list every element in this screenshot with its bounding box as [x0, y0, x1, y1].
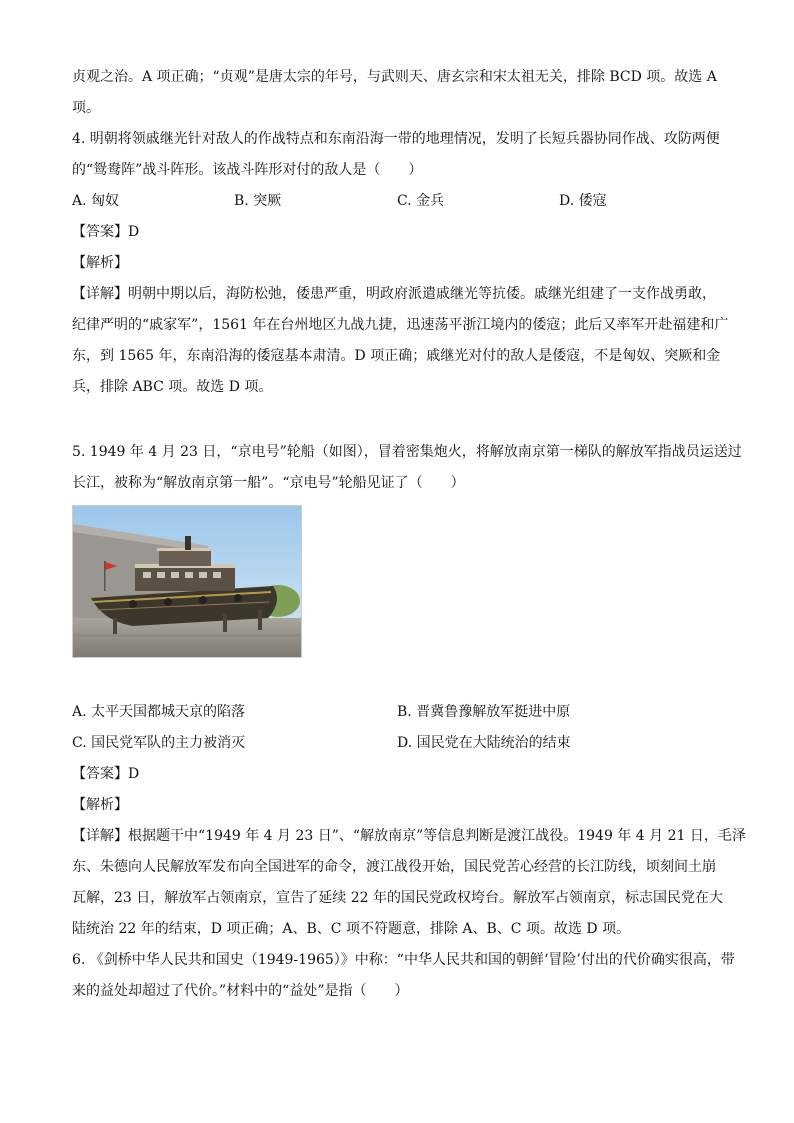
q4-answer: 【答案】D [72, 224, 140, 240]
q4-detail-line-4: 兵，排除 ABC 项。故选 D 项。 [72, 379, 273, 395]
q5-stem-line-1: 5. 1949 年 4 月 23 日，“京电号”轮船（如图），冒着密集炮火，将解放南京第一梯队的解放军指战员运送过 [72, 444, 742, 460]
q5-detail-line-2: 东、朱德向人民解放军发布向全国进军的命令，渡江战役开始，国民党苦心经营的长江防线，顷刻间土崩 [72, 859, 716, 875]
q4-option-c: C. 金兵 [397, 193, 445, 209]
q6-stem-line-2: 来的益处却超过了代价。”材料中的“益处”是指（ ） [72, 983, 409, 999]
q4-detail-line-1: 【详解】明朝中期以后，海防松弛，倭患严重，明政府派遣戚继光等抗倭。戚继光组建了一支作战勇敢， [72, 286, 716, 302]
q5-analysis-label: 【解析】 [72, 797, 128, 813]
q5-detail-line-3: 瓦解，23 日，解放军占领南京，宣告了延续 22 年的国民党政权垮台。解放军占领南京，标志国民党在大 [72, 890, 723, 906]
q4-option-d: D. 倭寇 [559, 193, 607, 209]
q5-answer: 【答案】D [72, 766, 140, 782]
q6-stem-line-1: 6. 《剑桥中华人民共和国史（1949-1965）》中称：“中华人民共和国的朝鲜‘冒险’付出的代价确实很高，带 [72, 952, 735, 968]
q5-option-a: A. 太平天国都城天京的陷落 [72, 704, 246, 720]
q4-option-a: A. 匈奴 [72, 193, 120, 209]
q4-detail-line-3: 东，到 1565 年，东南沿海的倭寇基本肃清。D 项正确；戚继光对付的敌人是倭寇，不是匈奴、突厥和金 [72, 348, 721, 364]
prev-answer-line-1: 贞观之治。A 项正确；“贞观”是唐太宗的年号，与武则天、唐玄宗和宋太祖无关，排除 BCD 项。故选 A [72, 69, 717, 85]
q5-option-c: C. 国民党军队的主力被消灭 [72, 735, 246, 751]
prev-answer-line-2: 项。 [72, 100, 100, 116]
q4-detail-line-2: 纪律严明的“戚家军”，1561 年在台州地区九战九捷，迅速荡平浙江境内的倭寇；此后又率军开赴福建和广 [72, 317, 729, 333]
q4-option-b: B. 突厥 [234, 193, 282, 209]
q4-analysis-label: 【解析】 [72, 255, 128, 271]
q5-option-b: B. 晋冀鲁豫解放军挺进中原 [397, 704, 571, 720]
jingdian-ship-photo [72, 505, 302, 658]
q5-option-d: D. 国民党在大陆统治的结束 [397, 735, 571, 751]
q5-detail-line-4: 陆统治 22 年的结束，D 项正确；A、B、C 项不符题意，排除 A、B、C 项。故选 D 项。 [72, 921, 631, 937]
q4-stem-line-1: 4. 明朝将领戚继光针对敌人的作战特点和东南沿海一带的地理情况，发明了长短兵器协同作战、攻防两便 [72, 131, 720, 147]
q5-stem-line-2: 长江，被称为“解放南京第一船”。“京电号”轮船见证了（ ） [72, 475, 465, 491]
ship-illustration [73, 506, 301, 657]
q5-detail-line-1: 【详解】根据题干中“1949 年 4 月 23 日”、“解放南京”等信息判断是渡江战役。1949 年 4 月 21 日，毛泽 [72, 828, 746, 844]
q4-stem-line-2: 的“鸳鸯阵”战斗阵形。该战斗阵形对付的敌人是（ ） [72, 162, 423, 178]
